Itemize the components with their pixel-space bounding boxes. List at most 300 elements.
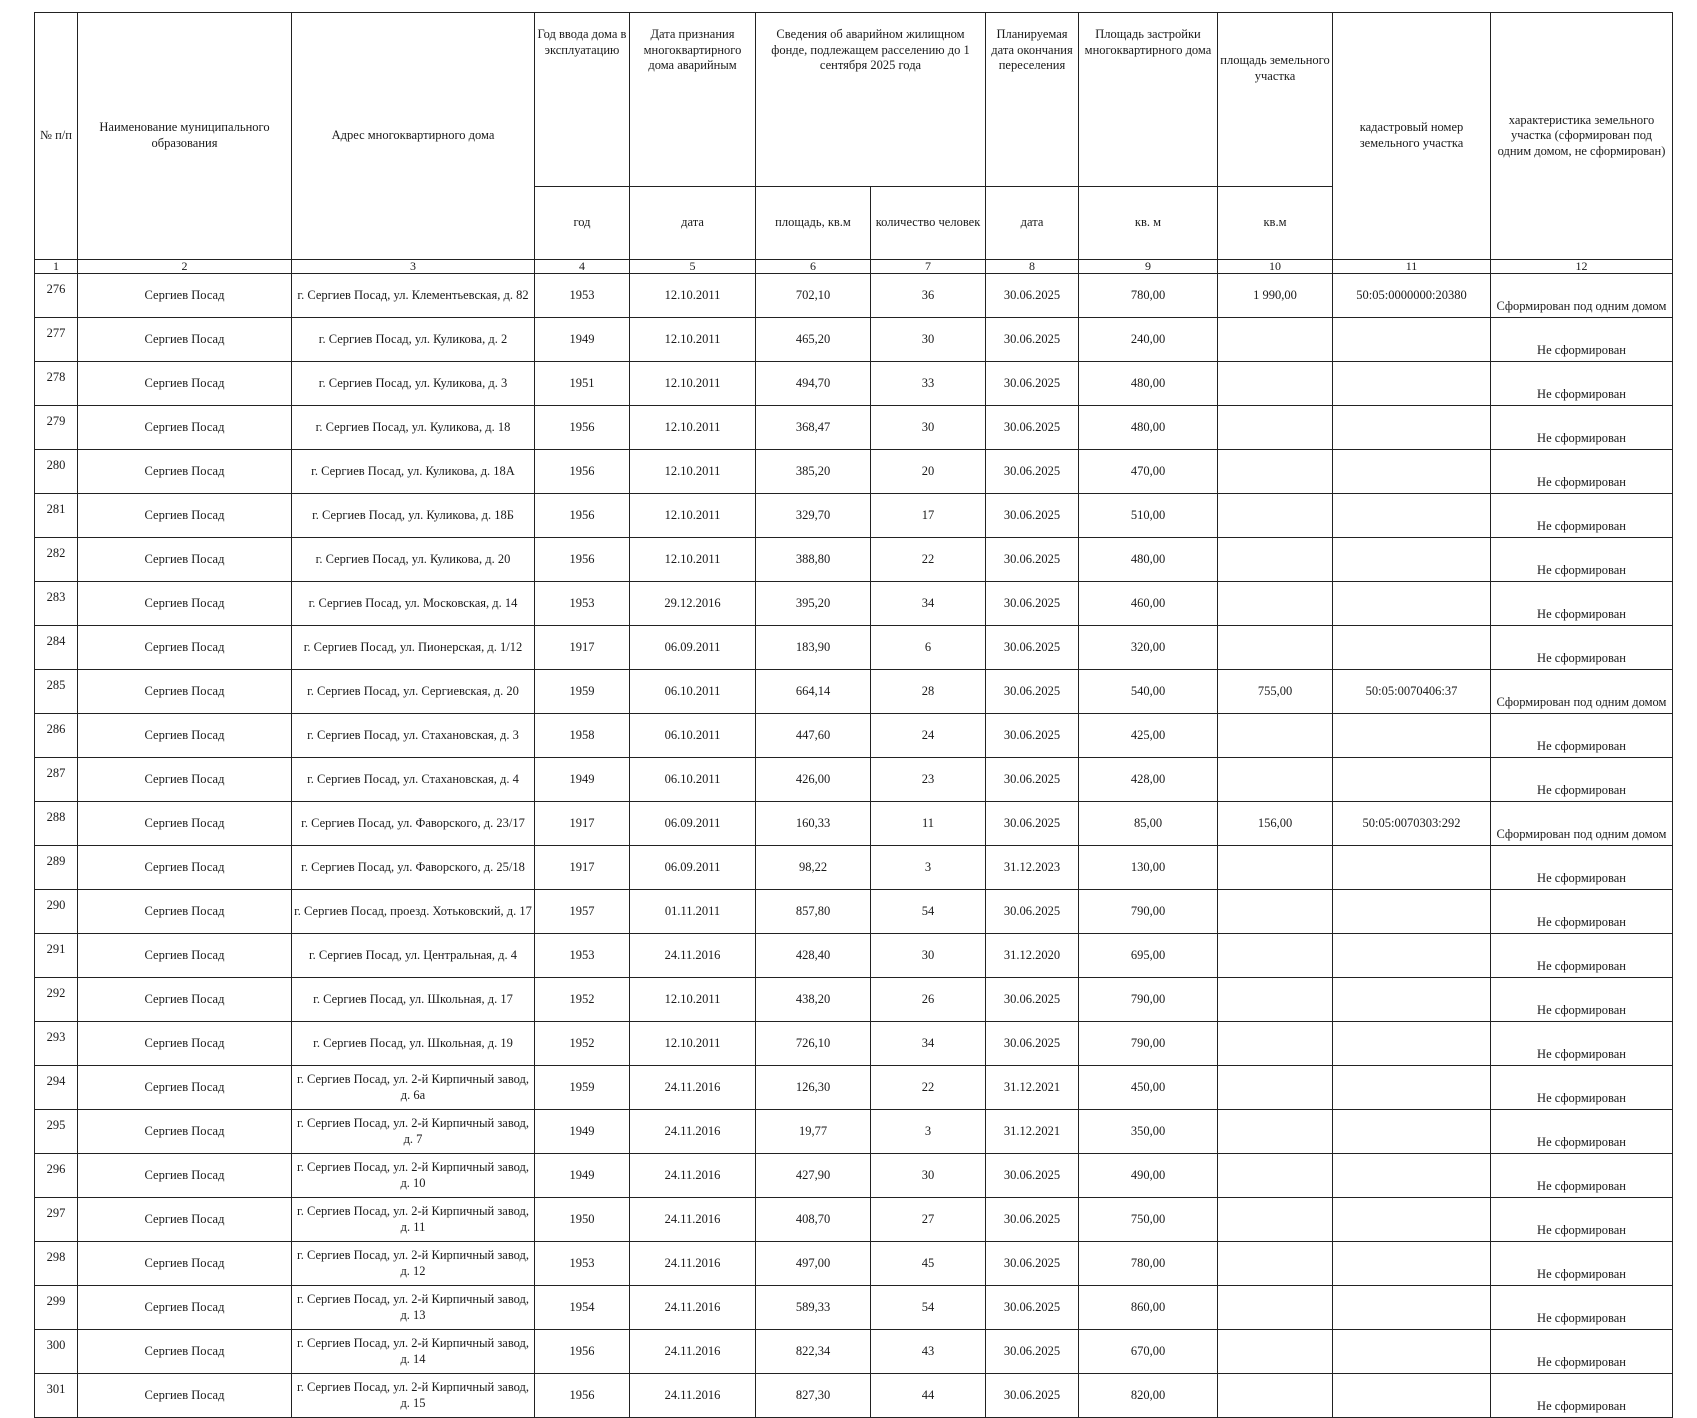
cell-year: 1949 [535,318,630,362]
cell-land-status: Не сформирован [1491,538,1673,582]
cell-recognition-date: 01.11.2011 [630,890,756,934]
subheader-people: количество человек [871,187,986,260]
column-number: 10 [1218,260,1333,274]
cell-row-number: 297 [35,1198,78,1242]
header-recognition-date: Дата признания многоквартирного дома аварийным [630,13,756,187]
cell-year: 1951 [535,362,630,406]
table-row [35,538,1673,582]
cell-building-area: 750,00 [1079,1198,1218,1242]
cell-people: 3 [871,846,986,890]
cell-land-area [1218,978,1333,1022]
cell-year: 1956 [535,1330,630,1374]
cell-year: 1953 [535,274,630,318]
cell-building-area: 480,00 [1079,362,1218,406]
cell-land-area: 755,00 [1218,670,1333,714]
column-number: 12 [1491,260,1673,274]
header-planned-date: Планируемая дата окончания переселения [986,13,1079,187]
cell-building-area: 510,00 [1079,494,1218,538]
cell-year: 1956 [535,494,630,538]
cell-municipality: Сергиев Посад [78,538,292,582]
cell-land-area [1218,1286,1333,1330]
table-row [35,1242,1673,1286]
cell-building-area: 490,00 [1079,1154,1218,1198]
cell-cadastral-number: 50:05:0070406:37 [1333,670,1491,714]
cell-people: 26 [871,978,986,1022]
header-year-built: Год ввода дома в эксплуатацию [535,13,630,187]
cell-cadastral-number [1333,846,1491,890]
cell-cadastral-number [1333,934,1491,978]
cell-municipality: Сергиев Посад [78,1242,292,1286]
cell-building-area: 780,00 [1079,274,1218,318]
cell-recognition-date: 12.10.2011 [630,274,756,318]
cell-cadastral-number [1333,1374,1491,1418]
cell-land-status: Не сформирован [1491,1242,1673,1286]
cell-land-status: Не сформирован [1491,1110,1673,1154]
cell-plan-date: 30.06.2025 [986,1154,1079,1198]
cell-address: г. Сергиев Посад, проезд. Хотьковский, д. 17 [292,890,535,934]
cell-cadastral-number [1333,714,1491,758]
cell-land-area [1218,846,1333,890]
cell-land-status: Не сформирован [1491,1154,1673,1198]
cell-municipality: Сергиев Посад [78,670,292,714]
emergency-housing-table [34,12,1673,1418]
table-row [35,582,1673,626]
column-number: 7 [871,260,986,274]
cell-cadastral-number [1333,890,1491,934]
cell-municipality: Сергиев Посад [78,714,292,758]
cell-recognition-date: 24.11.2016 [630,1242,756,1286]
cell-recognition-date: 06.09.2011 [630,846,756,890]
cell-year: 1956 [535,406,630,450]
cell-people: 3 [871,1110,986,1154]
cell-recognition-date: 29.12.2016 [630,582,756,626]
cell-land-area [1218,318,1333,362]
column-number: 11 [1333,260,1491,274]
cell-row-number: 285 [35,670,78,714]
cell-area: 98,22 [756,846,871,890]
cell-land-area [1218,1066,1333,1110]
cell-cadastral-number [1333,1110,1491,1154]
cell-people: 17 [871,494,986,538]
cell-land-area [1218,1110,1333,1154]
cell-plan-date: 30.06.2025 [986,978,1079,1022]
column-number: 4 [535,260,630,274]
cell-land-area [1218,406,1333,450]
cell-people: 22 [871,1066,986,1110]
table-row [35,274,1673,318]
cell-plan-date: 31.12.2023 [986,846,1079,890]
cell-recognition-date: 06.09.2011 [630,802,756,846]
cell-row-number: 283 [35,582,78,626]
cell-recognition-date: 06.09.2011 [630,626,756,670]
cell-plan-date: 30.06.2025 [986,538,1079,582]
table-row [35,758,1673,802]
cell-land-area: 156,00 [1218,802,1333,846]
cell-plan-date: 30.06.2025 [986,670,1079,714]
table-row [35,934,1673,978]
cell-cadastral-number [1333,582,1491,626]
cell-cadastral-number [1333,362,1491,406]
cell-address: г. Сергиев Посад, ул. Школьная, д. 17 [292,978,535,1022]
cell-recognition-date: 12.10.2011 [630,450,756,494]
cell-land-status: Сформирован под одним домом [1491,274,1673,318]
cell-plan-date: 30.06.2025 [986,1022,1079,1066]
cell-municipality: Сергиев Посад [78,1198,292,1242]
cell-people: 30 [871,318,986,362]
cell-land-area [1218,1330,1333,1374]
subheader-area: площадь, кв.м [756,187,871,260]
cell-cadastral-number [1333,1330,1491,1374]
cell-people: 34 [871,1022,986,1066]
header-municipality: Наименование муниципального образования [78,13,292,260]
cell-area: 408,70 [756,1198,871,1242]
table-row [35,494,1673,538]
cell-land-area [1218,538,1333,582]
cell-building-area: 480,00 [1079,538,1218,582]
header-land-area: площадь земельного участка [1218,13,1333,187]
cell-people: 28 [871,670,986,714]
cell-row-number: 289 [35,846,78,890]
table-row [35,1110,1673,1154]
cell-land-status: Не сформирован [1491,978,1673,1022]
table-row [35,626,1673,670]
cell-year: 1956 [535,1374,630,1418]
cell-area: 427,90 [756,1154,871,1198]
cell-recognition-date: 12.10.2011 [630,318,756,362]
subheader-date: дата [630,187,756,260]
cell-people: 20 [871,450,986,494]
cell-year: 1957 [535,890,630,934]
cell-cadastral-number: 50:05:0000000:20380 [1333,274,1491,318]
cell-municipality: Сергиев Посад [78,406,292,450]
cell-building-area: 780,00 [1079,1242,1218,1286]
cell-land-area [1218,758,1333,802]
cell-building-area: 860,00 [1079,1286,1218,1330]
cell-recognition-date: 12.10.2011 [630,538,756,582]
cell-row-number: 291 [35,934,78,978]
cell-people: 54 [871,890,986,934]
cell-building-area: 425,00 [1079,714,1218,758]
cell-municipality: Сергиев Посад [78,362,292,406]
cell-row-number: 301 [35,1374,78,1418]
cell-area: 183,90 [756,626,871,670]
cell-plan-date: 30.06.2025 [986,802,1079,846]
document-page [34,12,1672,1418]
cell-cadastral-number [1333,1022,1491,1066]
cell-cadastral-number [1333,1198,1491,1242]
cell-recognition-date: 12.10.2011 [630,406,756,450]
column-number: 5 [630,260,756,274]
subheader-plan-date: дата [986,187,1079,260]
cell-plan-date: 30.06.2025 [986,890,1079,934]
subheader-land-sqm: кв.м [1218,187,1333,260]
cell-land-area [1218,362,1333,406]
cell-recognition-date: 06.10.2011 [630,758,756,802]
cell-land-status: Не сформирован [1491,1374,1673,1418]
cell-address: г. Сергиев Посад, ул. Фаворского, д. 23/17 [292,802,535,846]
cell-address: г. Сергиев Посад, ул. 2-й Кирпичный завод, д. 10 [292,1154,535,1198]
cell-building-area: 790,00 [1079,890,1218,934]
cell-municipality: Сергиев Посад [78,1066,292,1110]
cell-address: г. Сергиев Посад, ул. Куликова, д. 3 [292,362,535,406]
cell-year: 1949 [535,758,630,802]
cell-municipality: Сергиев Посад [78,890,292,934]
cell-plan-date: 30.06.2025 [986,318,1079,362]
cell-year: 1953 [535,582,630,626]
cell-building-area: 695,00 [1079,934,1218,978]
table-row [35,318,1673,362]
cell-municipality: Сергиев Посад [78,1374,292,1418]
cell-cadastral-number [1333,758,1491,802]
cell-year: 1953 [535,934,630,978]
cell-year: 1949 [535,1154,630,1198]
cell-recognition-date: 12.10.2011 [630,362,756,406]
cell-row-number: 300 [35,1330,78,1374]
cell-land-area [1218,1022,1333,1066]
cell-row-number: 277 [35,318,78,362]
cell-plan-date: 30.06.2025 [986,362,1079,406]
table-row [35,362,1673,406]
cell-address: г. Сергиев Посад, ул. Стахановская, д. 3 [292,714,535,758]
cell-year: 1959 [535,670,630,714]
cell-area: 664,14 [756,670,871,714]
cell-land-status: Не сформирован [1491,318,1673,362]
table-row [35,670,1673,714]
cell-row-number: 294 [35,1066,78,1110]
table-row [35,714,1673,758]
cell-land-area [1218,450,1333,494]
cell-municipality: Сергиев Посад [78,274,292,318]
cell-municipality: Сергиев Посад [78,1110,292,1154]
cell-recognition-date: 12.10.2011 [630,978,756,1022]
cell-building-area: 240,00 [1079,318,1218,362]
cell-year: 1952 [535,1022,630,1066]
cell-land-area [1218,1154,1333,1198]
table-row [35,802,1673,846]
cell-building-area: 450,00 [1079,1066,1218,1110]
cell-year: 1917 [535,802,630,846]
cell-plan-date: 30.06.2025 [986,582,1079,626]
header-address: Адрес многоквартирного дома [292,13,535,260]
cell-building-area: 130,00 [1079,846,1218,890]
cell-address: г. Сергиев Посад, ул. Куликова, д. 18 [292,406,535,450]
cell-plan-date: 30.06.2025 [986,450,1079,494]
cell-land-area [1218,626,1333,670]
cell-municipality: Сергиев Посад [78,758,292,802]
cell-address: г. Сергиев Посад, ул. Куликова, д. 18А [292,450,535,494]
cell-area: 465,20 [756,318,871,362]
cell-cadastral-number [1333,450,1491,494]
cell-municipality: Сергиев Посад [78,626,292,670]
table-body [35,274,1673,1418]
cell-people: 27 [871,1198,986,1242]
table-row [35,846,1673,890]
cell-row-number: 293 [35,1022,78,1066]
table-row [35,1198,1673,1242]
cell-cadastral-number [1333,1242,1491,1286]
cell-area: 589,33 [756,1286,871,1330]
cell-building-area: 350,00 [1079,1110,1218,1154]
cell-address: г. Сергиев Посад, ул. 2-й Кирпичный завод, д. 6а [292,1066,535,1110]
table-row [35,1066,1673,1110]
cell-people: 30 [871,1154,986,1198]
cell-recognition-date: 24.11.2016 [630,1154,756,1198]
cell-row-number: 298 [35,1242,78,1286]
header-emergency-fund: Сведения об аварийном жилищном фонде, подлежащем расселению до 1 сентября 2025 года [756,13,986,187]
cell-plan-date: 30.06.2025 [986,494,1079,538]
cell-people: 33 [871,362,986,406]
cell-row-number: 299 [35,1286,78,1330]
cell-people: 23 [871,758,986,802]
subheader-year: год [535,187,630,260]
cell-municipality: Сергиев Посад [78,1022,292,1066]
cell-building-area: 790,00 [1079,978,1218,1022]
cell-area: 494,70 [756,362,871,406]
cell-land-area [1218,714,1333,758]
cell-recognition-date: 24.11.2016 [630,1374,756,1418]
table-row [35,406,1673,450]
cell-building-area: 790,00 [1079,1022,1218,1066]
cell-recognition-date: 12.10.2011 [630,494,756,538]
cell-land-area [1218,1242,1333,1286]
cell-recognition-date: 24.11.2016 [630,1286,756,1330]
cell-municipality: Сергиев Посад [78,934,292,978]
cell-area: 726,10 [756,1022,871,1066]
cell-plan-date: 30.06.2025 [986,758,1079,802]
cell-area: 702,10 [756,274,871,318]
cell-land-area: 1 990,00 [1218,274,1333,318]
cell-area: 857,80 [756,890,871,934]
cell-land-status: Не сформирован [1491,890,1673,934]
cell-area: 368,47 [756,406,871,450]
cell-land-status: Не сформирован [1491,1286,1673,1330]
cell-land-status: Не сформирован [1491,582,1673,626]
table-row [35,1154,1673,1198]
cell-municipality: Сергиев Посад [78,1154,292,1198]
cell-address: г. Сергиев Посад, ул. 2-й Кирпичный завод, д. 12 [292,1242,535,1286]
cell-row-number: 295 [35,1110,78,1154]
cell-people: 43 [871,1330,986,1374]
column-number-row [35,260,1673,274]
cell-cadastral-number: 50:05:0070303:292 [1333,802,1491,846]
cell-land-status: Не сформирован [1491,494,1673,538]
cell-area: 395,20 [756,582,871,626]
cell-address: г. Сергиев Посад, ул. 2-й Кирпичный завод, д. 11 [292,1198,535,1242]
cell-land-area [1218,582,1333,626]
cell-building-area: 320,00 [1079,626,1218,670]
cell-year: 1954 [535,1286,630,1330]
cell-building-area: 480,00 [1079,406,1218,450]
cell-people: 36 [871,274,986,318]
cell-year: 1917 [535,626,630,670]
cell-plan-date: 31.12.2020 [986,934,1079,978]
cell-year: 1949 [535,1110,630,1154]
cell-address: г. Сергиев Посад, ул. Куликова, д. 18Б [292,494,535,538]
cell-area: 438,20 [756,978,871,1022]
cell-row-number: 282 [35,538,78,582]
cell-land-status: Не сформирован [1491,758,1673,802]
cell-plan-date: 30.06.2025 [986,1330,1079,1374]
header-building-area: Площадь застройки многоквартирного дома [1079,13,1218,187]
cell-cadastral-number [1333,1154,1491,1198]
cell-land-area [1218,494,1333,538]
cell-people: 11 [871,802,986,846]
cell-people: 6 [871,626,986,670]
cell-cadastral-number [1333,494,1491,538]
cell-plan-date: 30.06.2025 [986,406,1079,450]
cell-address: г. Сергиев Посад, ул. Пионерская, д. 1/12 [292,626,535,670]
cell-land-status: Не сформирован [1491,1066,1673,1110]
cell-address: г. Сергиев Посад, ул. Куликова, д. 20 [292,538,535,582]
cell-land-status: Не сформирован [1491,934,1673,978]
cell-plan-date: 31.12.2021 [986,1066,1079,1110]
cell-year: 1956 [535,538,630,582]
cell-area: 822,34 [756,1330,871,1374]
cell-cadastral-number [1333,318,1491,362]
cell-row-number: 288 [35,802,78,846]
cell-row-number: 279 [35,406,78,450]
cell-plan-date: 30.06.2025 [986,1198,1079,1242]
cell-building-area: 460,00 [1079,582,1218,626]
table-header [35,13,1673,274]
cell-address: г. Сергиев Посад, ул. Московская, д. 14 [292,582,535,626]
cell-plan-date: 30.06.2025 [986,1286,1079,1330]
cell-year: 1958 [535,714,630,758]
table-row [35,1330,1673,1374]
cell-municipality: Сергиев Посад [78,450,292,494]
cell-land-status: Не сформирован [1491,362,1673,406]
cell-recognition-date: 24.11.2016 [630,934,756,978]
cell-address: г. Сергиев Посад, ул. 2-й Кирпичный завод, д. 14 [292,1330,535,1374]
header-row-number: № п/п [35,13,78,260]
cell-row-number: 290 [35,890,78,934]
cell-municipality: Сергиев Посад [78,802,292,846]
cell-row-number: 292 [35,978,78,1022]
cell-people: 22 [871,538,986,582]
cell-row-number: 276 [35,274,78,318]
cell-area: 827,30 [756,1374,871,1418]
cell-recognition-date: 06.10.2011 [630,714,756,758]
cell-year: 1953 [535,1242,630,1286]
cell-plan-date: 31.12.2021 [986,1110,1079,1154]
cell-land-status: Сформирован под одним домом [1491,670,1673,714]
cell-building-area: 428,00 [1079,758,1218,802]
subheader-sqm: кв. м [1079,187,1218,260]
cell-address: г. Сергиев Посад, ул. 2-й Кирпичный завод, д. 15 [292,1374,535,1418]
cell-address: г. Сергиев Посад, ул. Фаворского, д. 25/18 [292,846,535,890]
cell-people: 45 [871,1242,986,1286]
cell-building-area: 85,00 [1079,802,1218,846]
cell-area: 329,70 [756,494,871,538]
cell-area: 388,80 [756,538,871,582]
cell-address: г. Сергиев Посад, ул. 2-й Кирпичный завод, д. 7 [292,1110,535,1154]
cell-year: 1952 [535,978,630,1022]
cell-land-status: Не сформирован [1491,714,1673,758]
cell-address: г. Сергиев Посад, ул. Куликова, д. 2 [292,318,535,362]
cell-plan-date: 30.06.2025 [986,1242,1079,1286]
cell-building-area: 670,00 [1079,1330,1218,1374]
cell-building-area: 470,00 [1079,450,1218,494]
cell-plan-date: 30.06.2025 [986,714,1079,758]
cell-area: 160,33 [756,802,871,846]
cell-row-number: 286 [35,714,78,758]
cell-municipality: Сергиев Посад [78,1330,292,1374]
cell-municipality: Сергиев Посад [78,978,292,1022]
cell-recognition-date: 24.11.2016 [630,1330,756,1374]
cell-cadastral-number [1333,406,1491,450]
cell-land-status: Не сформирован [1491,626,1673,670]
cell-row-number: 296 [35,1154,78,1198]
